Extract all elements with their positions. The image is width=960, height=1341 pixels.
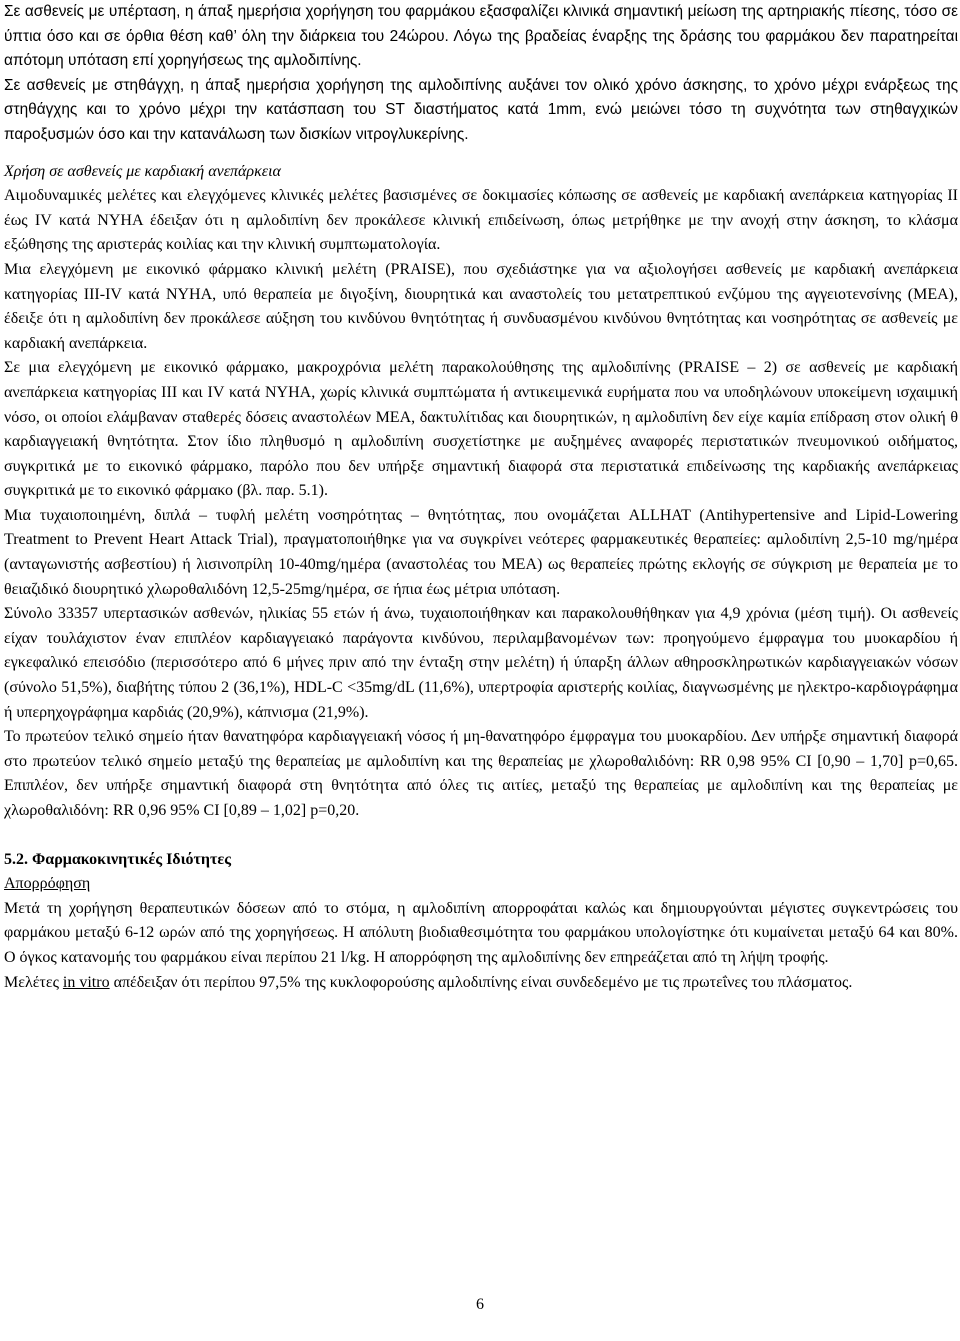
spacer xyxy=(4,148,958,160)
allhat-paragraph: Μια τυχαιοποιημένη, διπλά – τυφλή μελέτη νοσηρότητας – θνητότητας, που ονομάζεται ALLHAT (Antihypertensive and Lipid-Lowering Treatment to Prevent Heart Attack Trial), πραγματοποιήθηκε για να συγκρίνει νεότερες φαρμακευτικές θεραπείες: αμλοδιπίνη 2,5-10 mg/ημέρα (ανταγωνιστής ασβεστίου) ή λισινοπρίλη 10-40mg/ημέρα (αναστολέας του ΜΕΑ) ως θεραπείες πρώτης εκλογής σε σύγκριση με θεραπεία με το θειαζιδικό διουρητικό χλωροθαλιδόνη 12,5-25mg/ημέρα, σε ήπια έως μέτρια υπόταση. xyxy=(4,506,958,598)
allhat-population-paragraph: Σύνολο 33357 υπερτασικών ασθενών, ηλικίας 55 ετών ή άνω, τυχαιοποιήθηκαν και παρακολουθήθηκαν για 4,9 χρόνια (μέση τιμή). Οι ασθενείς είχαν τουλάχιστον έναν επιπλέον καρδιαγγειακό παράγοντα κινδύνου, περιλαμβανομένων των: προηγούμενο έμφραγμα του μυοκαρδίου ή εγκεφαλικό επεισόδιο (περισσότερο από 6 μήνες πριν από την ένταξη στην μελέτη) ή ύπαρξη άλλων αθηροσκληρωτικών καρδιαγγειακών νόσων (σύνολο 51,5%), διαβήτης τύπου 2 (36,1%), HDL-C <35mg/dL (11,6%), υπερτροφία αριστερής κοιλίας, διαγνωσμένης με ηλεκτρο-καρδιογράφημα ή υπερηχογράφημα καρδιάς (20,9%), κάπνισμα (21,9%). xyxy=(4,605,958,721)
praise-2-paragraph: Σε μια ελεγχόμενη με εικονικό φάρμακο, μακροχρόνια μελέτη παρακολούθησης της αμλοδιπίνης (PRAISE – 2) σε ασθενείς με καρδιακή ανεπάρκεια κατηγορίας III και IV κατά NYHA, χωρίς κλινικά συμπτώματα ή αντικειμενικά ευρήματα που να υποδηλώνουν υποκείμενη ισχαιμική νόσο, οι οποίοι ελάμβαναν σταθερές δόσεις αναστολέων ΜΕΑ, δακτυλίτιδας και διουρητικών, η αμλοδιπίνη δεν είχε καμία επίδραση στον ολική θ καρδιαγγειακή θνητότητα. Στον ίδιο πληθυσμό η αμλοδιπίνη συσχετίστηκε με αυξημένες αναφορές περιστατικών πνευμονικού οιδήματος, συγκριτικά με το εικονικό φάρμακο, παρόλο που δεν υπήρξε σημαντική διαφορά στα περιστατικά επιδείνωσης της καρδιακής ανεπάρκειας συγκριτικά με το εικονικό φάρμακο (βλ. παρ. 5.1). xyxy=(4,359,959,500)
spacer xyxy=(4,824,958,848)
angina-paragraph: Σε ασθενείς με στηθάγχη, η άπαξ ημερήσια χορήγηση της αμλοδιπίνης αυξάνει τον ολικό χρόνο άσκησης, το χρόνο μέχρι ενάρξεως της στηθάγχης και το χρόνο μέχρι την κατάσπαση του ST διαστήματος κατά 1mm, ενώ μειώνει τόσο τη συχνότητα των στηθαγχικών παροξυσμών όσο και την κατανάλωση των δισκίων νιτρογλυκερίνης. xyxy=(4,76,958,143)
section-heading-pharmacokinetics: 5.2. Φαρμακοκινητικές Ιδιότητες xyxy=(4,850,231,868)
heart-failure-heading: Χρήση σε ασθενείς με καρδιακή ανεπάρκεια xyxy=(4,162,281,180)
allhat-results-paragraph: Το πρωτεύον τελικό σημείο ήταν θανατηφόρα καρδιαγγειακή νόσος ή μη-θανατηφόρο έμφραγμα του μυοκαρδίου. Δεν υπήρξε σημαντική διαφορά στο πρωτεύον τελικό σημείο μεταξύ της θεραπείας με αμλοδιπίνη και της θεραπείας με χλωροθαλιδόνη: RR 0,98 95% CI [0,90 – 1,70] p=0,65. Επιπλέον, δεν υπήρξε σημαντική διαφορά στη θνητότητα από όλες τις αιτίες, μεταξύ της θεραπείας με αμλοδιπίνη και της θεραπείας με χλωροθαλιδόνη: RR 0,96 95% CI [0,89 – 1,02] p=0,20. xyxy=(4,728,958,819)
praise-paragraph: Μια ελεγχόμενη με εικονικό φάρμακο κλινική μελέτη (PRAISE), που σχεδιάστηκε για να αξιολογήσει ασθενείς με καρδιακή ανεπάρκεια κατηγορίας III-IV κατά NYHA, υπό θεραπεία με διγοξίνη, διουρητικά και αναστολείς του μετατρεπτικού ενζύμου της αγγειοτενσίνης (ΜΕΑ), έδειξε ότι η αμλοδιπίνη δεν προκάλεσε αύξηση του κινδύνου θνητότητας ή συνδυασμένου κινδύνου θνητότητας και νοσηρότητας σε ασθενείς με καρδιακή ανεπάρκεια. xyxy=(4,260,958,352)
document-page xyxy=(4,0,958,995)
heart-failure-paragraph-1: Αιμοδυναμικές μελέτες και ελεγχόμενες κλινικές μελέτες βασισμένες σε δοκιμασίες κόπωσης σε ασθενείς με καρδιακή ανεπάρκεια κατηγορίας II έως IV κατά NYHA έδειξαν ότι η αμλοδιπίνη δεν προκάλεσε κλινική επιδείνωση, όπως μετρήθηκε με την ανοχή στην άσκηση, το κλάσμα εξώθησης της αριστεράς κοιλίας και την κλινική συμπτωματολογία. xyxy=(4,187,958,254)
in-vitro-suffix: απέδειξαν ότι περίπου 97,5% της κυκλοφορούσης αμλοδιπίνης είναι συνδεδεμένο με τις πρωτεΐνες του πλάσματος. xyxy=(109,973,853,991)
in-vitro-paragraph xyxy=(4,971,958,996)
hypertension-paragraph: Σε ασθενείς με υπέρταση, η άπαξ ημερήσια χορήγηση του φαρμάκου εξασφαλίζει κλινικά σημαντική μείωση της αρτηριακής πίεσης, τόσο σε ύπτια όσο και σε όρθια θέση καθ’ όλη την διάρκεια του 24ώρου. Λόγω της βραδείας έναρξης της δράσης του φαρμάκου δεν παρατηρείται απότομη υπόταση επί χορηγήσεως της αμλοδιπίνης. xyxy=(4,3,958,70)
absorption-subheading: Απορρόφηση xyxy=(4,875,91,893)
absorption-paragraph: Μετά τη χορήγηση θεραπευτικών δόσεων από το στόμα, η αμλοδιπίνη απορροφάται καλώς και δημιουργούνται μέγιστες συγκεντρώσεις του φαρμάκου μεταξύ 6-12 ωρών από της χορηγήσεως. Η απόλυτη βιοδιαθεσιμότητα του φαρμάκου υπολογίστηκε ότι κυμαίνεται μεταξύ 64 και 80%. Ο όγκος κατανομής του φαρμάκου είναι περίπου 21 l/kg. Η απορρόφηση της αμλοδιπίνης δεν επηρεάζεται από τη λήψη τροφής. xyxy=(4,899,958,966)
page-number: 6 xyxy=(476,1296,484,1313)
in-vitro-term: in vitro xyxy=(62,973,110,991)
in-vitro-prefix: Μελέτες xyxy=(4,973,63,991)
